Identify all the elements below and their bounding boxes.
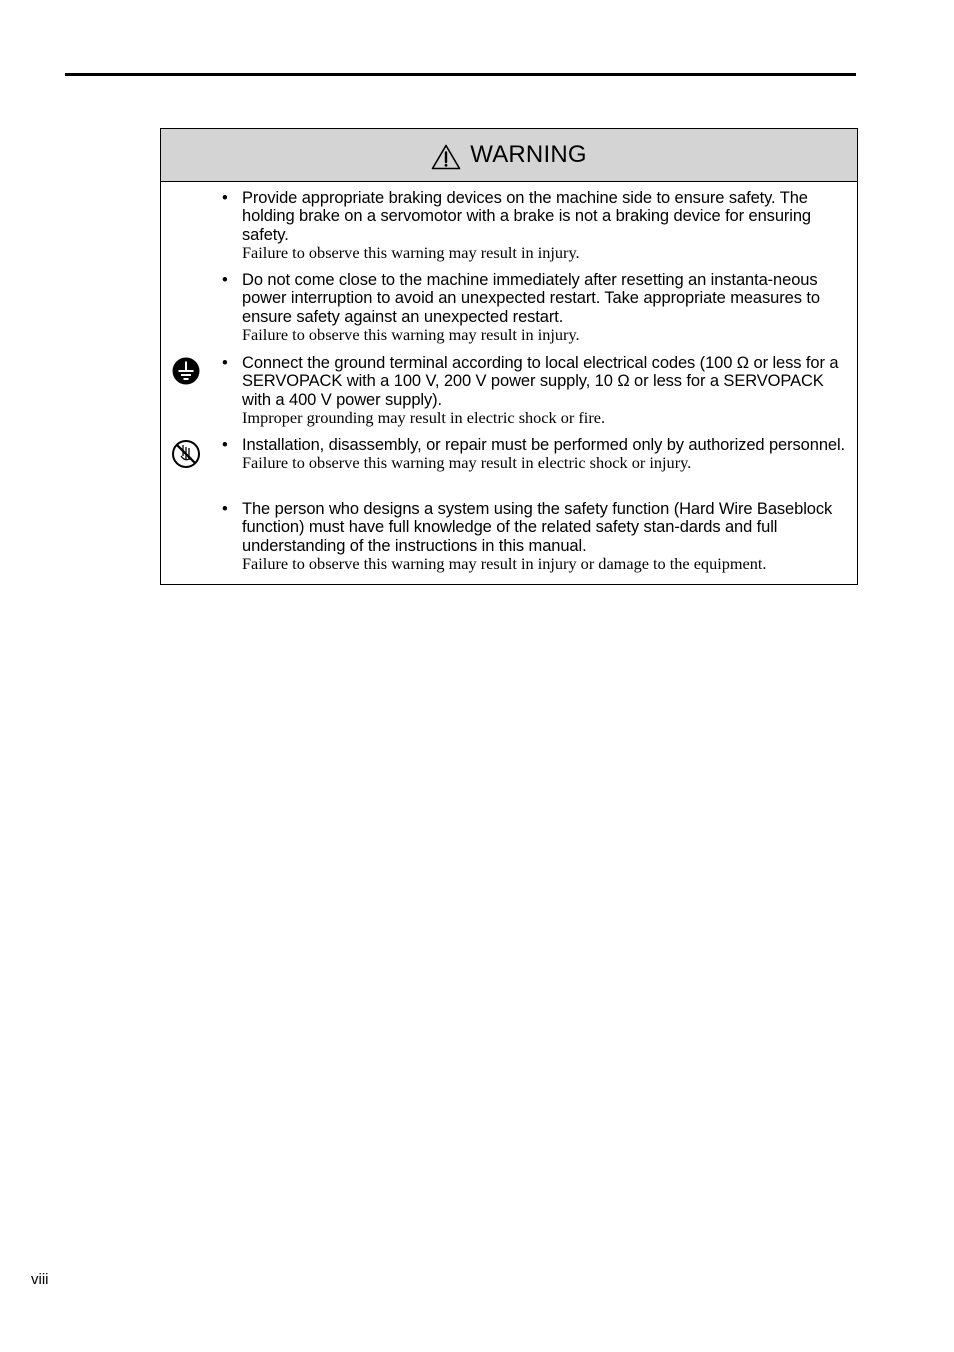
warning-text: The person who designs a system using the safety function (Hard Wire Baseblock function) must have full knowledge of the related safety stan-dards and full understanding of the instructions in this manual. — [242, 500, 833, 555]
warning-title: WARNING — [470, 141, 587, 168]
warning-header — [161, 129, 857, 182]
prohibited-disassembly-icon — [171, 439, 201, 469]
warning-consequence: Failure to observe this warning may result in injury. — [242, 242, 580, 262]
bullet: • — [222, 354, 228, 372]
warning-consequence: Failure to observe this warning may result in injury or damage to the equipment. — [242, 553, 767, 573]
bullet: • — [222, 189, 228, 207]
ground-icon — [171, 356, 201, 386]
bullet: • — [222, 436, 228, 454]
warning-text: Installation, disassembly, or repair must be performed only by authorized personnel. — [242, 436, 846, 454]
warning-box — [160, 128, 858, 585]
warning-text: Provide appropriate braking devices on the machine side to ensure safety. The holding brake on a servomotor with a brake is not a braking device for ensuring safety. — [242, 189, 812, 244]
bullet: • — [222, 271, 228, 289]
warning-consequence: Failure to observe this warning may result in injury. — [242, 324, 580, 344]
page-number: viii — [31, 1271, 49, 1288]
warning-consequence: Improper grounding may result in electric shock or fire. — [242, 407, 606, 427]
warning-text: Connect the ground terminal according to local electrical codes (100 Ω or less for a SERVOPACK with a 100 V, 200 V power supply, 10 Ω or less for a SERVOPACK with a 400 V power supply). — [242, 354, 839, 409]
top-rule — [65, 73, 856, 76]
warning-triangle-icon — [431, 144, 461, 170]
bullet: • — [222, 500, 228, 518]
warning-consequence: Failure to observe this warning may result in electric shock or injury. — [242, 453, 692, 473]
warning-text: Do not come close to the machine immediately after resetting an instanta-neous power interruption to avoid an unexpected restart. Take appropriate measures to ensure safety against an unexpected restart. — [242, 271, 820, 326]
